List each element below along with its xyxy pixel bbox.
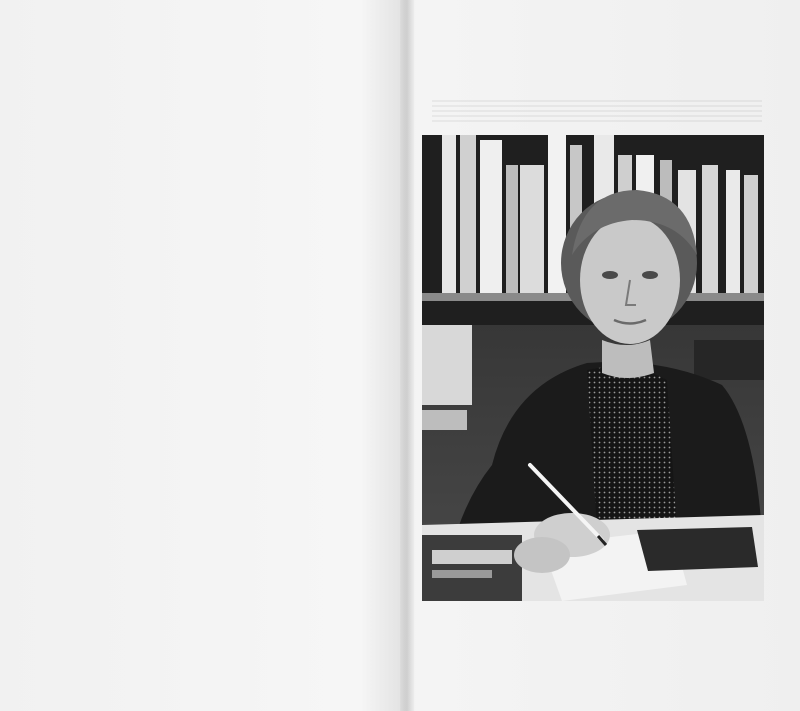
bleed-through-text	[432, 100, 762, 125]
author-photo	[422, 135, 764, 601]
right-page	[412, 0, 800, 711]
author-photo-image	[422, 135, 764, 601]
